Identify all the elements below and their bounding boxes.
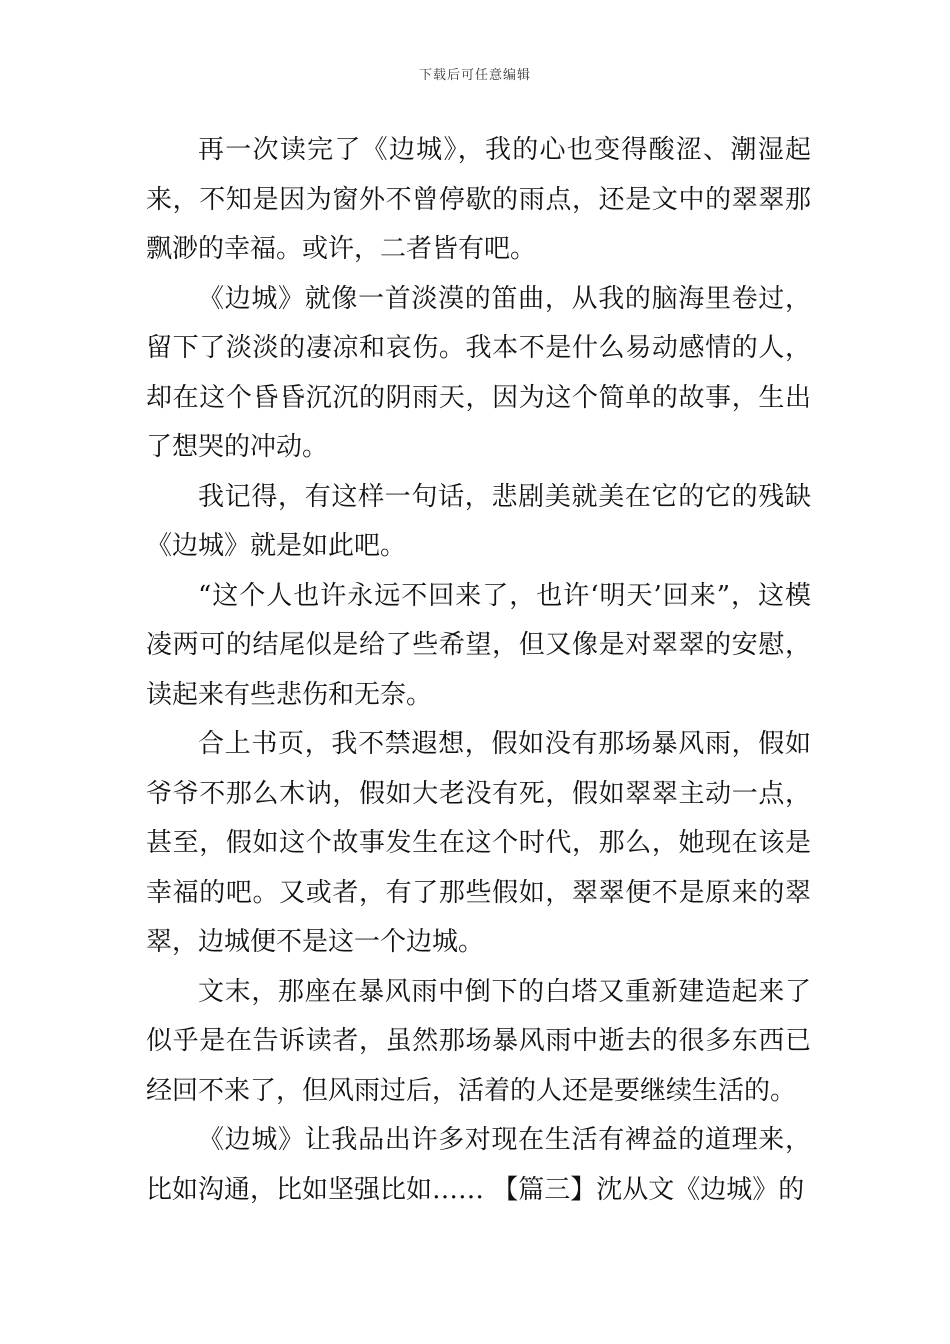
paragraph: 合上书页，我不禁遐想，假如没有那场暴风雨，假如爷爷不那么木讷，假如大老没有死，假如翠翠主动一点，甚至，假如这个故事发生在这个时代，那么，她现在该是幸福的吧。又或者，有了那些假如，翠翠便不是原来的翠翠，边城便不是这一个边城。	[146, 729, 811, 957]
paragraph: 《边城》让我品出许多对现在生活有裨益的道理来，比如沟通，比如坚强比如…… 【篇三】沈从文《边城》的	[146, 1125, 811, 1205]
paragraph: 再一次读完了《边城》，我的心也变得酸涩、潮湿起来，不知是因为窗外不曾停歇的雨点，还是文中的翠翠那飘渺的幸福。或许，二者皆有吧。	[146, 135, 811, 264]
document-body	[146, 126, 811, 1215]
paragraph: 我记得，有这样一句话，悲剧美就美在它的它的残缺《边城》就是如此吧。	[146, 481, 811, 561]
paragraph: 文末，那座在暴风雨中倒下的白塔又重新建造起来了似乎是在告诉读者，虽然那场暴风雨中逝去的很多东西已经回不来了，但风雨过后，活着的人还是要继续生活的。	[146, 976, 811, 1106]
paragraph: “这个人也许永远不回来了，也许‘明天’回来”，这模凌两可的结尾似是给了些希望，但又像是对翠翠的安慰，读起来有些悲伤和无奈。	[146, 580, 811, 710]
page-header: 下载后可任意编辑	[418, 68, 531, 83]
paragraph: 《边城》就像一首淡漠的笛曲，从我的脑海里卷过，留下了淡淡的凄凉和哀伤。我本不是什么易动感情的人，却在这个昏昏沉沉的阴雨天，因为这个简单的故事，生出了想哭的冲动。	[146, 283, 811, 462]
